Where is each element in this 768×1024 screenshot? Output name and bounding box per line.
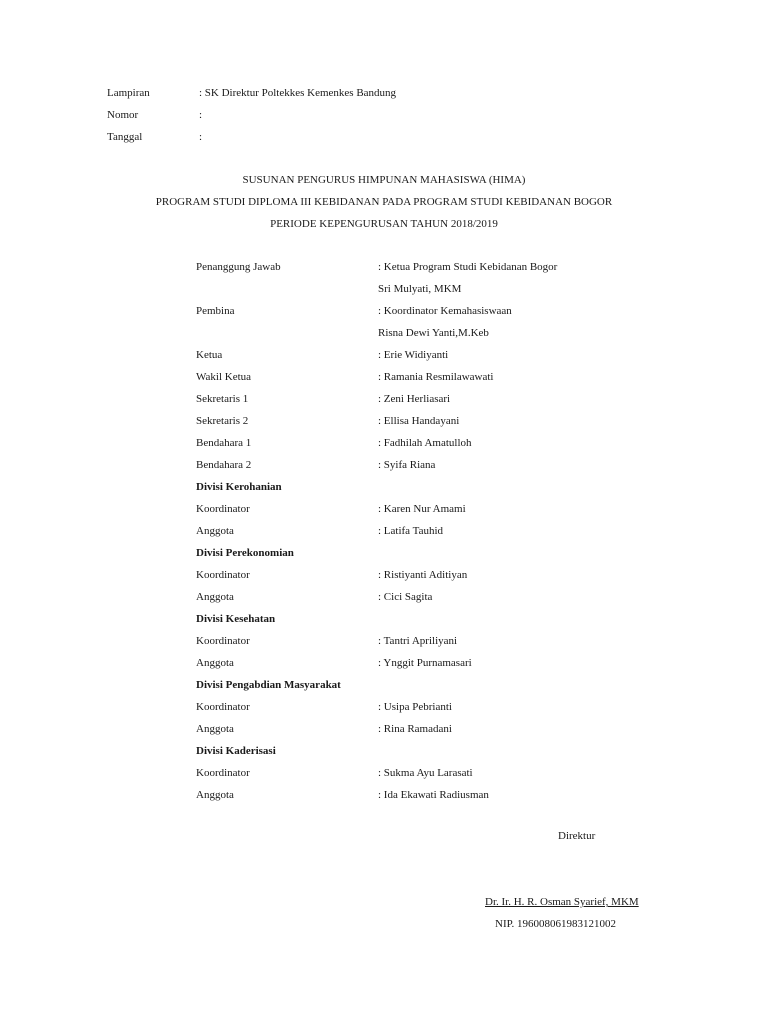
role-label: Anggota: [196, 525, 234, 537]
member-value: : Ynggit Purnamasari: [378, 657, 472, 669]
division-heading: Divisi Perekonomian: [196, 547, 294, 559]
lampiran-label: Lampiran: [107, 87, 150, 99]
lampiran-value: : SK Direktur Poltekkes Kemenkes Bandung: [199, 87, 397, 99]
signature-nip: NIP. 196008061983121002: [495, 918, 617, 930]
member-value: : Latifa Tauhid: [378, 525, 444, 537]
role-label: Pembina: [196, 305, 235, 317]
role-label: Anggota: [196, 789, 234, 801]
title-line-1: SUSUNAN PENGURUS HIMPUNAN MAHASISWA (HIMA): [242, 174, 526, 186]
member-value: : Usipa Pebrianti: [378, 701, 452, 713]
member-value: : Tantri Apriliyani: [378, 635, 458, 647]
nomor-label: Nomor: [107, 109, 139, 121]
role-label: Wakil Ketua: [196, 371, 252, 383]
role-label: Sekretaris 1: [196, 393, 249, 405]
role-label: Koordinator: [196, 503, 250, 515]
role-label: Koordinator: [196, 635, 250, 647]
role-label: Anggota: [196, 591, 234, 603]
member-value: Sri Mulyati, MKM: [378, 283, 462, 295]
role-label: Anggota: [196, 723, 234, 735]
role-label: Sekretaris 2: [196, 415, 249, 427]
member-value: : Ida Ekawati Radiusman: [378, 789, 489, 801]
member-value: : Cici Sagita: [378, 591, 433, 603]
signature-name: Dr. Ir. H. R. Osman Syarief, MKM: [485, 896, 639, 908]
member-value: : Fadhilah Amatulloh: [378, 437, 472, 449]
division-heading: Divisi Pengabdian Masyarakat: [196, 679, 341, 691]
nomor-value: :: [199, 109, 203, 121]
member-value: : Koordinator Kemahasiswaan: [378, 305, 512, 317]
division-heading: Divisi Kerohanian: [196, 481, 282, 493]
signature-position: Direktur: [558, 830, 596, 842]
member-value: : Ketua Program Studi Kebidanan Bogor: [378, 261, 558, 273]
role-label: Koordinator: [196, 569, 250, 581]
tanggal-label: Tanggal: [107, 131, 143, 143]
title-line-2: PROGRAM STUDI DIPLOMA III KEBIDANAN PADA PROGRAM STUDI KEBIDANAN BOGOR: [155, 196, 613, 208]
member-value: Risna Dewi Yanti,M.Keb: [378, 327, 489, 339]
role-label: Koordinator: [196, 767, 250, 779]
member-value: : Erie Widiyanti: [378, 349, 449, 361]
member-value: : Ramania Resmilawawati: [378, 371, 494, 383]
member-value: : Ristiyanti Aditiyan: [378, 569, 468, 581]
member-value: : Syifa Riana: [378, 459, 436, 471]
division-heading: Divisi Kesehatan: [196, 613, 276, 625]
member-value: : Zeni Herliasari: [378, 393, 451, 405]
role-label: Koordinator: [196, 701, 250, 713]
role-label: Ketua: [196, 349, 223, 361]
role-label: Anggota: [196, 657, 234, 669]
member-value: : Ellisa Handayani: [378, 415, 460, 427]
role-label: Penanggung Jawab: [196, 261, 281, 273]
title-line-3: PERIODE KEPENGURUSAN TAHUN 2018/2019: [270, 218, 498, 230]
role-label: Bendahara 2: [196, 459, 252, 471]
member-value: : Karen Nur Amami: [378, 503, 466, 515]
role-label: Bendahara 1: [196, 437, 252, 449]
member-value: : Sukma Ayu Larasati: [378, 767, 473, 779]
tanggal-value: :: [199, 131, 203, 143]
member-value: : Rina Ramadani: [378, 723, 452, 735]
division-heading: Divisi Kaderisasi: [196, 745, 276, 757]
